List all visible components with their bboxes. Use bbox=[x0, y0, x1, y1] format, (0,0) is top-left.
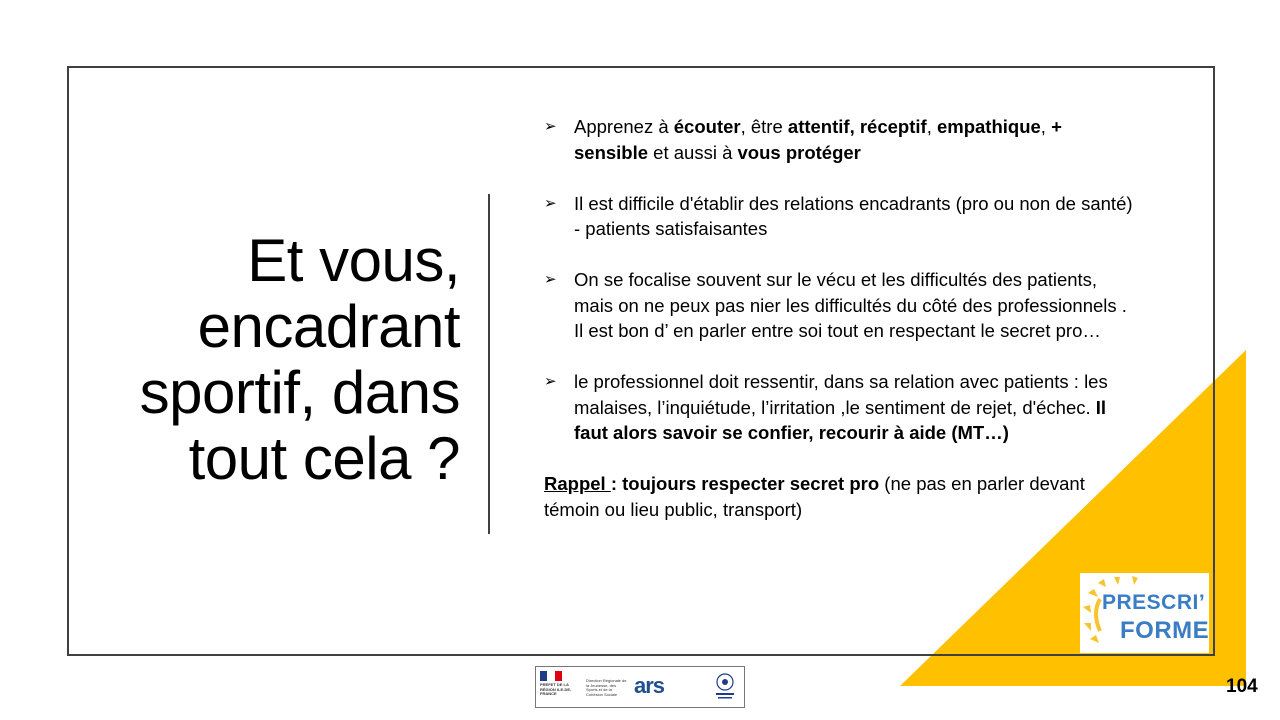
bullet-item bbox=[544, 267, 1134, 344]
bullet-item bbox=[544, 114, 1134, 165]
bullet-segment: Il est difficile d'établir des relations encadrants (pro ou non de santé) - patients satisfaisantes bbox=[574, 192, 1133, 239]
bullet-content bbox=[544, 114, 1134, 522]
bullet-item bbox=[544, 369, 1134, 446]
page-number: 104 bbox=[1226, 676, 1258, 697]
rappel-text: (ne pas en parler devant témoin ou lieu public, transport) bbox=[544, 473, 1085, 520]
seal-icon bbox=[712, 671, 738, 701]
arrow-bullet-icon: ➢ bbox=[544, 271, 557, 288]
rappel-paragraph bbox=[544, 471, 1134, 522]
bullet-text bbox=[574, 369, 1134, 446]
bullet-bold-segment: attentif, réceptif bbox=[787, 116, 927, 137]
logo-line2: FORME bbox=[1120, 617, 1210, 644]
bullet-segment: , bbox=[926, 116, 937, 137]
bullet-bold-segment: vous protéger bbox=[737, 141, 861, 163]
bullet-segment: et aussi à bbox=[648, 141, 738, 163]
ars-logo-text: ars bbox=[634, 673, 665, 698]
bullet-segment: le professionnel doit ressentir, dans sa relation avec patients : les malaises, l’inquiétude, l’irritation ,le sentiment de rejet, d'échec. bbox=[574, 371, 1108, 418]
bullet-bold-segment: empathique bbox=[936, 116, 1041, 137]
bullet-segment: On se focalise souvent sur le vécu et les difficultés des patients, mais on ne peux pas nier les difficultés du côté des professionnels . Il est bon d’ en parler entre soi tout en respectant le secret pro… bbox=[574, 269, 1127, 341]
drjscs-text: Direction Régionale de la Jeunesse, des Sports et de la Cohésion Sociale bbox=[586, 678, 627, 697]
partner-logos-strip bbox=[535, 666, 745, 708]
prefet-text: PRÉFET DE LA RÉGION ILE-DE-FRANCE bbox=[540, 682, 572, 696]
arrow-bullet-icon: ➢ bbox=[544, 194, 557, 212]
bullet-segment: , bbox=[1040, 116, 1052, 137]
slide-title: Et vous, encadrant sportif, dans tout cela ? bbox=[139, 227, 460, 492]
rappel-label: Rappel bbox=[544, 473, 611, 494]
bullet-list bbox=[544, 114, 1134, 446]
bullet-text bbox=[574, 267, 1134, 344]
bullet-bold-segment: écouter bbox=[673, 116, 741, 137]
bullet-segment: Apprenez à bbox=[574, 116, 674, 137]
rappel-bold-text: : toujours respecter secret pro bbox=[610, 473, 880, 494]
bullet-bold-segment: + sensible bbox=[574, 116, 1062, 163]
arrow-bullet-icon: ➢ bbox=[544, 118, 557, 135]
bullet-segment: , être bbox=[740, 116, 788, 137]
bullet-bold-segment: Il faut alors savoir se confier, recourir à aide (MT…) bbox=[574, 396, 1107, 443]
bullet-item bbox=[544, 191, 1134, 242]
bullet-text bbox=[574, 114, 1134, 165]
bullet-text bbox=[574, 191, 1134, 242]
marianne-icon bbox=[540, 671, 562, 681]
logo-line1: PRESCRI’ bbox=[1102, 591, 1206, 614]
prescriforme-logo bbox=[1080, 573, 1209, 653]
arrow-bullet-icon: ➢ bbox=[544, 373, 557, 390]
vertical-divider bbox=[488, 194, 490, 534]
